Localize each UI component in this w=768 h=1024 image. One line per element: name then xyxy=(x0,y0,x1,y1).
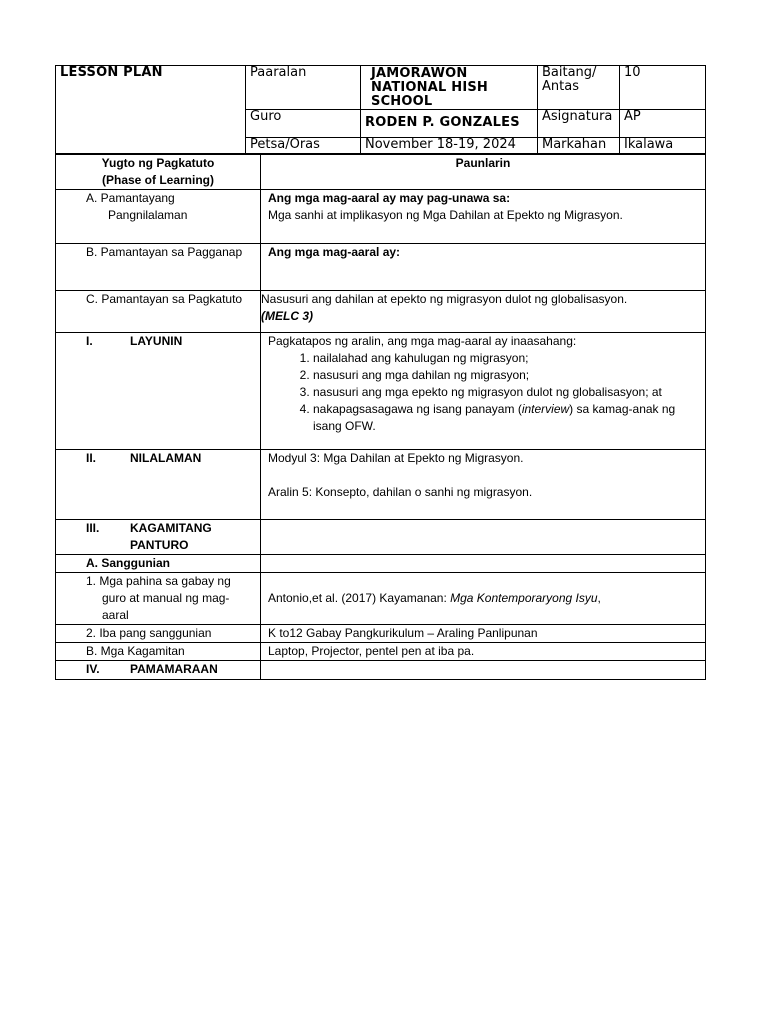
baitang-value: 10 xyxy=(620,66,706,110)
pagkatuto-content: Nasusuri ang dahilan at epekto ng migrasyon dulot ng globalisasyon. (MELC 3) xyxy=(261,291,706,333)
petsa-value: November 18-19, 2024 xyxy=(361,138,538,154)
table-row xyxy=(56,520,706,555)
list-item: 3. nasusuri ang mga epekto ng migrasyon dulot ng globalisasyon; at xyxy=(313,384,701,401)
phase-value: Paunlarin xyxy=(261,155,706,190)
baitang-label: Baitang/ Antas xyxy=(538,66,620,110)
paaralan-label: Paaralan xyxy=(246,66,361,110)
phase-title: Yugto ng Pagkatuto (Phase of Learning) xyxy=(56,155,261,190)
table-row xyxy=(56,333,706,450)
table-row xyxy=(56,573,706,625)
lesson-table xyxy=(55,154,706,680)
table-row xyxy=(56,555,706,573)
gabay-content: Antonio,et al. (2017) Kayamanan: Mga Kontemporaryong Isyu, xyxy=(261,573,706,625)
table-row xyxy=(56,625,706,643)
kagamitan-label: III. KAGAMITANG PANTURO xyxy=(56,520,261,555)
layunin-label: I. LAYUNIN xyxy=(56,333,261,450)
lesson-plan-title: LESSON PLAN xyxy=(56,66,246,154)
pamamaraan-label: IV. PAMAMARAAN xyxy=(56,661,261,680)
pagkatuto-label: C. Pamantayan sa Pagkatuto xyxy=(56,291,261,333)
list-item: 4. nakapagsasagawa ng isang panayam (interview) sa kamag-anak ng isang OFW. xyxy=(313,401,701,435)
sanggunian-label: A. Sanggunian xyxy=(56,555,261,573)
table-row xyxy=(56,450,706,520)
mga-kagamitan-content: Laptop, Projector, pentel pen at iba pa. xyxy=(261,643,706,661)
list-item: 1. nailalahad ang kahulugan ng migrasyon; xyxy=(313,350,701,367)
paaralan-value: JAMORAWON NATIONAL HISH SCHOOL xyxy=(361,66,538,110)
markahan-label: Markahan xyxy=(538,138,620,154)
table-row xyxy=(56,643,706,661)
iba-content: K to12 Gabay Pangkurikulum – Araling Panlipunan xyxy=(261,625,706,643)
pagganap-label: B. Pamantayan sa Pagganap xyxy=(56,244,261,291)
table-row xyxy=(56,155,706,190)
asignatura-value: AP xyxy=(620,110,706,138)
layunin-content: Pagkatapos ng aralin, ang mga mag-aaral ay inaasahang: 1. nailalahad ang kahulugan ng migrasyon; 2. nasusuri ang mga dahilan ng migrasyon; 3. nasusuri ang mga epekto ng migrasyon dulot ng globalisasyon; at 4. nakapagsasagawa ng isang panayam (interview) sa kamag-anak ng isang OFW. xyxy=(261,333,706,450)
layunin-list xyxy=(268,350,701,435)
table-row xyxy=(56,661,706,680)
nilalaman-label: II. NILALAMAN xyxy=(56,450,261,520)
kagamitan-content xyxy=(261,520,706,555)
header-table xyxy=(55,65,706,154)
sanggunian-content xyxy=(261,555,706,573)
list-item: 2. nasusuri ang mga dahilan ng migrasyon; xyxy=(313,367,701,384)
markahan-value: Ikalawa xyxy=(620,138,706,154)
petsa-label: Petsa/Oras xyxy=(246,138,361,154)
guro-label: Guro xyxy=(246,110,361,138)
table-row xyxy=(56,244,706,291)
table-row xyxy=(56,291,706,333)
asignatura-label: Asignatura xyxy=(538,110,620,138)
iba-label: 2. Iba pang sanggunian xyxy=(56,625,261,643)
mga-kagamitan-label: B. Mga Kagamitan xyxy=(56,643,261,661)
guro-value: RODEN P. GONZALES xyxy=(361,110,538,138)
pamantayang-label: A. Pamantayang Pangnilalaman xyxy=(56,190,261,244)
nilalaman-content: Modyul 3: Mga Dahilan at Epekto ng Migrasyon. Aralin 5: Konsepto, dahilan o sanhi ng migrasyon. xyxy=(261,450,706,520)
pagganap-content: Ang mga mag-aaral ay: xyxy=(261,244,706,291)
gabay-label: 1. Mga pahina sa gabay ng guro at manual ng mag-aaral xyxy=(56,573,261,625)
pamantayang-content: Ang mga mag-aaral ay may pag-unawa sa: Mga sanhi at implikasyon ng Mga Dahilan at Epekto ng Migrasyon. xyxy=(261,190,706,244)
pamamaraan-content xyxy=(261,661,706,680)
table-row xyxy=(56,190,706,244)
